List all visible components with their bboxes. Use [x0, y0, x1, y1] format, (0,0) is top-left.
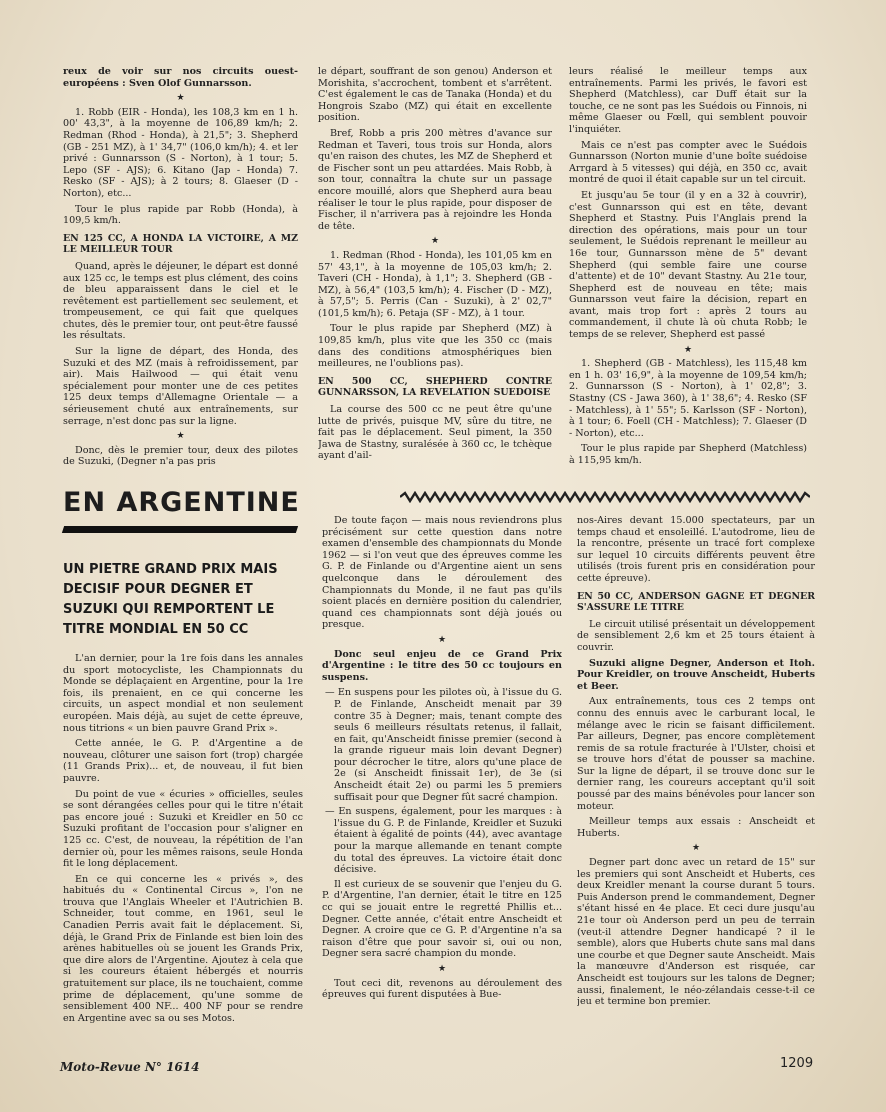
section-heading-500cc: EN 500 CC, SHEPHERD CONTRE GUNNARSSON, LA REVELATION SUEDOISE	[318, 375, 552, 399]
paragraph: Tour le plus rapide par Robb (Honda), à 109,5 km/h.	[63, 203, 298, 227]
star-separator: ★	[691, 843, 701, 854]
paragraph: Aux entraînements, tous ces 2 temps ont connu des ennuis avec le carburant local, le mélange avec le ricin se faisant difficilement. Par ailleurs, Degner, pas encore complètement remis de sa rotule fracturée à l'Ulster, choisi et se trouve hors d'état de pousser sa machine. Sur la ligne de départ, il se trouve donc sur le dernier rang, les coureurs acceptant qu'il soit poussé par des mains bénévoles pour lancer son moteur.	[577, 696, 815, 812]
section-subtitle: UN PIETRE GRAND PRIX MAIS DECISIF POUR DEGNER ET SUZUKI QUI REMPORTENT LE TITRE MONDIAL EN 50 CC	[63, 562, 278, 637]
paragraph: Quand, après le déjeuner, le départ est donné aux 125 cc, le temps est plus clément, des coins de bleu apparaissent dans le ciel et le revêtement est partiellement sec seulement, et trompeusement, ce qui fait que quelques chutes, dès le premier tour, ont peut-être faussé les résultats.	[63, 260, 298, 342]
results-paragraph: 1. Shepherd (GB - Matchless), les 115,48 km en 1 h. 03' 16,9", à la moyenne de 109,54 km/h; 2. Gunnarsson (S - Norton), à 1' 02,8"; 3. Stastny (CS - Jawa 360), à 1' 38,6"; 4. Resko (SF - Matchless), à 1' 55"; 5. Karlsson (SF - Norton), à 1 tour; 6. Foell (CH - Matchless); 7. Glaeser (D - Norton), etc...	[569, 358, 807, 439]
top-column-3	[569, 66, 807, 481]
paragraph: nos-Aires devant 15.000 spectateurs, par un temps chaud et ensoleillé. L'autodrome, lieu de la rencontre, présente un tracé fort complexe sur lequel 10 circuits différents peuvent être utilisés (trois furent pris en considération pour cette épreuve).	[577, 515, 815, 584]
star-separator: ★	[683, 344, 693, 355]
paragraph: Donc, dès le premier tour, deux des pilotes de Suzuki, (Degner n'a pas pris	[63, 444, 298, 468]
section-heading-125cc: EN 125 CC, A HONDA LA VICTOIRE, A MZ LE MEILLEUR TOUR	[63, 232, 298, 256]
page-number: 1209	[780, 1056, 814, 1071]
paragraph: Suzuki aligne Degner, Anderson et Itoh. Pour Kreidler, on trouve Anscheidt, Huberts et Beer.	[577, 657, 815, 692]
paragraph: reux de voir sur nos circuits ouest-européens : Sven Olof Gunnarsson.	[63, 66, 298, 89]
paragraph: En ce qui concerne les « privés », des habitués du « Continental Circus », l'on ne trouva que l'Anglais Wheeler et l'Autrichien B. Schneider, tout comme, en 1961, seul le Canadien Perris avait fait le déplacement. Si, déjà, le Grand Prix de Finlande est bien loin des arènes habituelles où se jouent les Grands Prix, que dire alors de l'Argentine. Ajoutez à cela que si les coureurs étaient hébergés et nourris gratuitement sur place, ils ne touchaient, comme prime de déplacement, qu'une somme de sensiblement 400 NF... 400 NF pour se rendre en Argentine avec sa ou ses Motos.	[63, 873, 303, 1024]
paragraph: De toute façon — mais nous reviendrons plus précisément sur cette question dans notre examen d'ensemble des championnats du Monde 1962 — si l'on veut que des épreuves comme les G. P. de Finlande ou d'Argentine aient un sens quelconque dans le déroulement des Championnats du Monde, il ne faut pas qu'ils soient placés en dernière position du calendrier, quand ces championnats sont déjà joués ou presque.	[322, 515, 562, 631]
star-separator: ★	[176, 431, 185, 442]
top-column-2	[318, 66, 552, 481]
paragraph: Meilleur temps aux essais : Anscheidt et Huberts.	[577, 816, 815, 839]
dash-item: — En suspens, également, pour les marques : à l'issue du G. P. de Finlande, Kreidler et Suzuki étaient à égalité de points (44), avec avantage pour la marque allemande en tenant compte du total des épreuves. La victoire était donc décisive.	[325, 806, 562, 876]
paragraph: le départ, souffrant de son genou) Anderson et Morishita, s'accrochent, tombent et s'arrêtent. C'est également le cas de Tanaka (Honda) et du Hongrois Szabo (MZ) qui était en excellente position.	[318, 66, 552, 124]
title-underline-rule	[62, 526, 298, 533]
paragraph: Il est curieux de se souvenir que l'enjeu du G. P. d'Argentine, l'an dernier, était le titre en 125 cc qui se jouait entre le regretté Phillis et... Degner. Cette année, c'était entre Anscheidt et Degner. A croire que ce G. P. d'Argentine n'a sa raison d'être que pour savoir si, oui ou non, Degner sera sacré champion du monde.	[322, 878, 562, 960]
section-heading-50cc: EN 50 CC, ANDERSON GAGNE ET DEGNER S'ASSURE LE TITRE	[577, 590, 815, 614]
star-separator: ★	[437, 634, 447, 645]
paragraph: Du point de vue « écuries » officielles, seules se sont dérangées celles pour qui le titre n'était pas encore joué : Suzuki et Kreidler en 50 cc Suzuki profitant de l'occasion pour s'aligner en 125 cc. C'est, de nouveau, la répétition de l'an dernier où, pour les mêmes raisons, seule Honda fit le long déplacement.	[63, 788, 303, 870]
paragraph: Tour le plus rapide par Shepherd (MZ) à 109,85 km/h, plus vite que les 350 cc (mais dans des conditions atmosphériques bien meilleures, ne l'oublions pas).	[318, 323, 552, 370]
paragraph: Tout ceci dit, revenons au déroulement des épreuves qui furent disputées à Bue-	[322, 977, 562, 1001]
section-title: EN ARGENTINE	[63, 487, 300, 518]
bottom-column-3	[577, 515, 815, 1033]
paragraph: La course des 500 cc ne peut être qu'une lutte de privés, puisque MV, sûre du titre, ne fait pas le déplacement. Seul piment, la 350 Jawa de Stastny, suralésée à 360 cc, le tchèque ayant d'ail-	[318, 404, 552, 462]
bottom-column-1	[63, 653, 303, 1033]
paragraph: Degner part donc avec un retard de 15" sur les premiers qui sont Anscheidt et Huberts, ces deux Kreidler menant la course durant 5 tours. Puis Anderson prend le commandement, Degner s'étant hissé en 4e place. Et ceci dure jusqu'au 21e tour où Anderson perd un peu de terrain (veut-il attendre Degner handicapé ? il le semble), alors que Huberts chute sans mal dans une courbe et que Degner saute Anscheidt. Mais la manœuvre d'Anderson est risquée, car Anscheidt est toujours sur les talons de Degner; aussi, finalement, le néo-zélandais cesse-t-il ce jeu et termine bon premier.	[577, 857, 815, 1008]
paragraph: Le circuit utilisé présentait un développement de sensiblement 2,6 km et 25 tours étaient à couvrir.	[577, 618, 815, 653]
results-paragraph: 1. Redman (Rhod - Honda), les 101,05 km en 57' 43,1", à la moyenne de 105,03 km/h; 2. Taveri (CH - Honda), à 1,1"; 3. Shepherd (GB - MZ), à 56,4" (103,5 km/h); 4. Fischer (D - MZ), à 57,5"; 5. Perris (Can - Suzuki), à 2' 02,7" (101,5 km/h); 6. Petaja (SF - MZ), à 1 tour.	[318, 249, 552, 319]
paragraph: Sur la ligne de départ, des Honda, des Suzuki et des MZ (mais à refroidissement, par air). Mais Hailwood — qui était venu spécialement pour monter une de ces petites 125 deux temps d'Allemagne Orientale — a sérieusement chuté aux entraînements, sur serrage, n'est donc pas sur la ligne.	[63, 346, 298, 427]
star-separator: ★	[176, 93, 185, 104]
bottom-column-2	[322, 515, 562, 1033]
paragraph: Cette année, le G. P. d'Argentine a de nouveau, clôturer une saison fort (trop) chargée (11 Grands Prix)... et, de nouveau, il fut bien pauvre.	[63, 738, 303, 784]
star-separator: ★	[430, 236, 440, 247]
dash-item: — En suspens pour les pilotes où, à l'issue du G. P. de Finlande, Anscheidt menait par 39 contre 35 à Degner; mais, tenant compte des seuls 6 meilleurs résultats retenus, il fallait, en fait, qu'Anscheidt finisse premier (second à la grande rigueur mais loin devant Degner) pour décrocher le titre, alors qu'une place de 2e (si Anscheidt finissait 1er), de 3e (si Anscheidt était 2e) ou parmi les 5 premiers suffisait pour que Degner fût sacré champion.	[325, 687, 562, 803]
paragraph: Tour le plus rapide par Shepherd (Matchless) à 115,95 km/h.	[569, 443, 807, 466]
paragraph: Bref, Robb a pris 200 mètres d'avance sur Redman et Taveri, tous trois sur Honda, alors qu'en raison des chutes, les MZ de Shepherd et de Fischer sont un peu attardées. Mais Robb, à son tour, connaîtra la chute sur un passage encore mouillé, alors que Shepherd aura beau réaliser le tour le plus rapide, pour disposer de Fischer, il n'arrivera pas à rejoindre les Honda de tête.	[318, 127, 552, 232]
star-separator: ★	[437, 963, 447, 974]
paragraph: L'an dernier, pour la 1re fois dans les annales du sport motocycliste, les Championnats du Monde se déplaçaient en Argentine, pour la 1re fois, ils prenaient, en ce qui concerne les circuits, un aspect mondial et non seulement européen. Mais déjà, au sujet de cette épreuve, nous titrions « un bien pauvre Grand Prix ».	[63, 653, 303, 734]
magazine-issue-label: Moto-Revue N° 1614	[60, 1060, 200, 1074]
paragraph: Donc seul enjeu de ce Grand Prix d'Argentine : le titre des 50 cc toujours en suspens.	[322, 648, 562, 683]
paragraph: Et jusqu'au 5e tour (il y en a 32 à couvrir), c'est Gunnarsson qui est en tête, devant Shepherd et Stastny. Puis l'Anglais prend la direction des opérations, mais pour un tour seulement, le Suédois reprenant le meilleur au 16e tour, Gunnarsson mène de 5" devant Shepherd (qui semble faire une course d'attente) et de 10" devant Stastny. Au 21e tour, Shepherd est de nouveau en tête; mais Gunnarsson veut faire la décision, repart en avant, mais trop fort : après 2 tours au commandement, il chute là où chuta Robb; le temps de se relever, Shepherd est passé	[569, 189, 807, 341]
paragraph: Mais ce n'est pas compter avec le Suédois Gunnarsson (Norton munie d'une boîte suédoise Arrgard à 5 vitesses) qui déjà, en 350 cc, avait montré de quoi il était capable sur un tel circuit.	[569, 139, 807, 186]
decorative-zigzag-rule	[400, 491, 810, 503]
top-column-1	[63, 66, 298, 481]
paragraph: leurs réalisé le meilleur temps aux entraînements. Parmi les privés, le favori est Shepherd (Matchless), car Duff était sur la touche, ce ne sont pas les Suédois ou Finnois, ni même Glaeser ou Fœll, qui semblent pouvoir l'inquiéter.	[569, 66, 807, 135]
results-paragraph: 1. Robb (EIR - Honda), les 108,3 km en 1 h. 00' 43,3", à la moyenne de 106,89 km/h; 2. Redman (Rhod - Honda), à 21,5"; 3. Shepherd (GB - 251 MZ), à 1' 34,7" (106,0 km/h); 4. et ler privé : Gunnarsson (S - Norton), à 1 tour; 5. Lepo (SF - AJS); 6. Kitano (Jap - Honda) 7. Resko (SF - AJS); à 2 tours; 8. Glaeser (D - Norton), etc...	[63, 106, 298, 199]
